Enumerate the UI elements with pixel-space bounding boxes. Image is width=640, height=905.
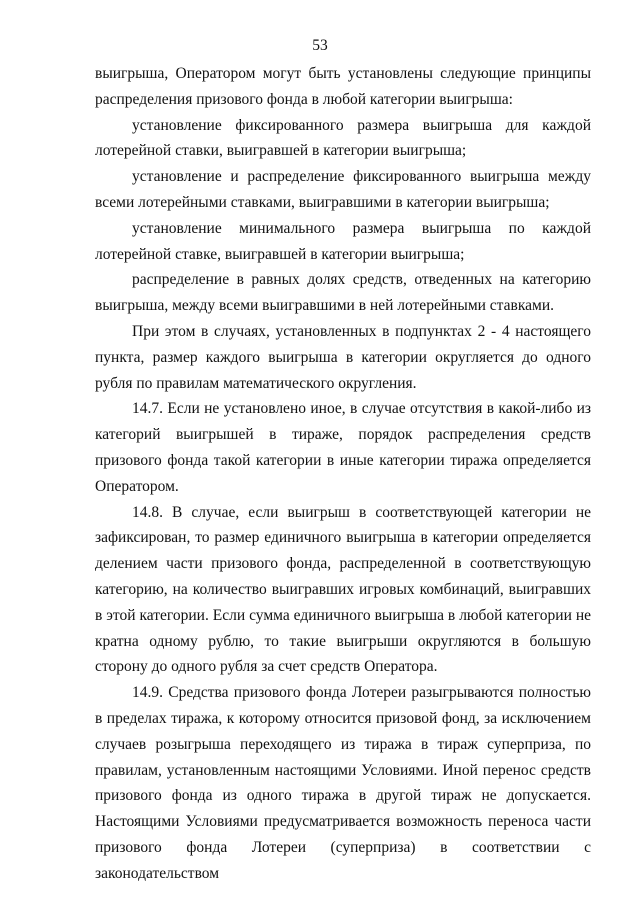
paragraph-continuation: выигрыша, Оператором могут быть установлены следующие принципы распределения призового фонда в любой категории выигрыша: — [95, 65, 591, 108]
paragraph-principle-equal-shares: распределение в равных долях средств, отведенных на категорию выигрыша, между всеми выигравшими в ней лотерейными ставками. — [95, 271, 591, 315]
document-body — [95, 61, 591, 887]
paragraph-14-9: 14.9. Средства призового фонда Лотереи разыгрываются полностью в пределах тиража, к которому относится призовой фонд, за исключением случаев розыгрыша переходящего из тиража в тираж суперприза, по правилам, установленным настоящими Условиями. Иной перенос средств призового фонда из одного тиража в другой тираж не допускается. Настоящими Условиями предусматривается возможность переноса части призового фонда Лотереи (суперприза) в соответствии с законодательством — [95, 684, 591, 882]
paragraph-principle-fixed-shared: установление и распределение фиксированного выигрыша между всеми лотерейными ставками, выигравшими в категории выигрыша; — [95, 168, 591, 211]
page-number: 53 — [312, 37, 328, 54]
paragraph-rounding: При этом в случаях, установленных в подпунктах 2 - 4 настоящего пункта, размер каждого выигрыша в категории округляется до одного рубля по правилам математического округления. — [95, 322, 591, 392]
paragraph-principle-minimum: установление минимального размера выигрыша по каждой лотерейной ставке, выигравшей в категории выигрыша; — [95, 219, 591, 263]
paragraph-14-7: 14.7. Если не установлено иное, в случае отсутствия в какой-либо из категорий выигрышей в тираже, порядок распределения средств призового фонда такой категории в иные категории тиража определяется Оператором. — [95, 400, 591, 495]
paragraph-principle-fixed-per-ticket: установление фиксированного размера выигрыша для каждой лотерейной ставки, выигравшей в категории выигрыша; — [95, 116, 591, 160]
paragraph-14-8: 14.8. В случае, если выигрыш в соответствующей категории не зафиксирован, то размер единичного выигрыша в категории определяется делением части призового фонда, распределенной в соответствующую категорию, на количество выигравших игровых комбинаций, выигравших в этой категории. Если сумма единичного выигрыша в любой категории не кратна одному рублю, то такие выигрыши округляются в большую сторону до одного рубля за счет средств Оператора. — [95, 503, 591, 676]
